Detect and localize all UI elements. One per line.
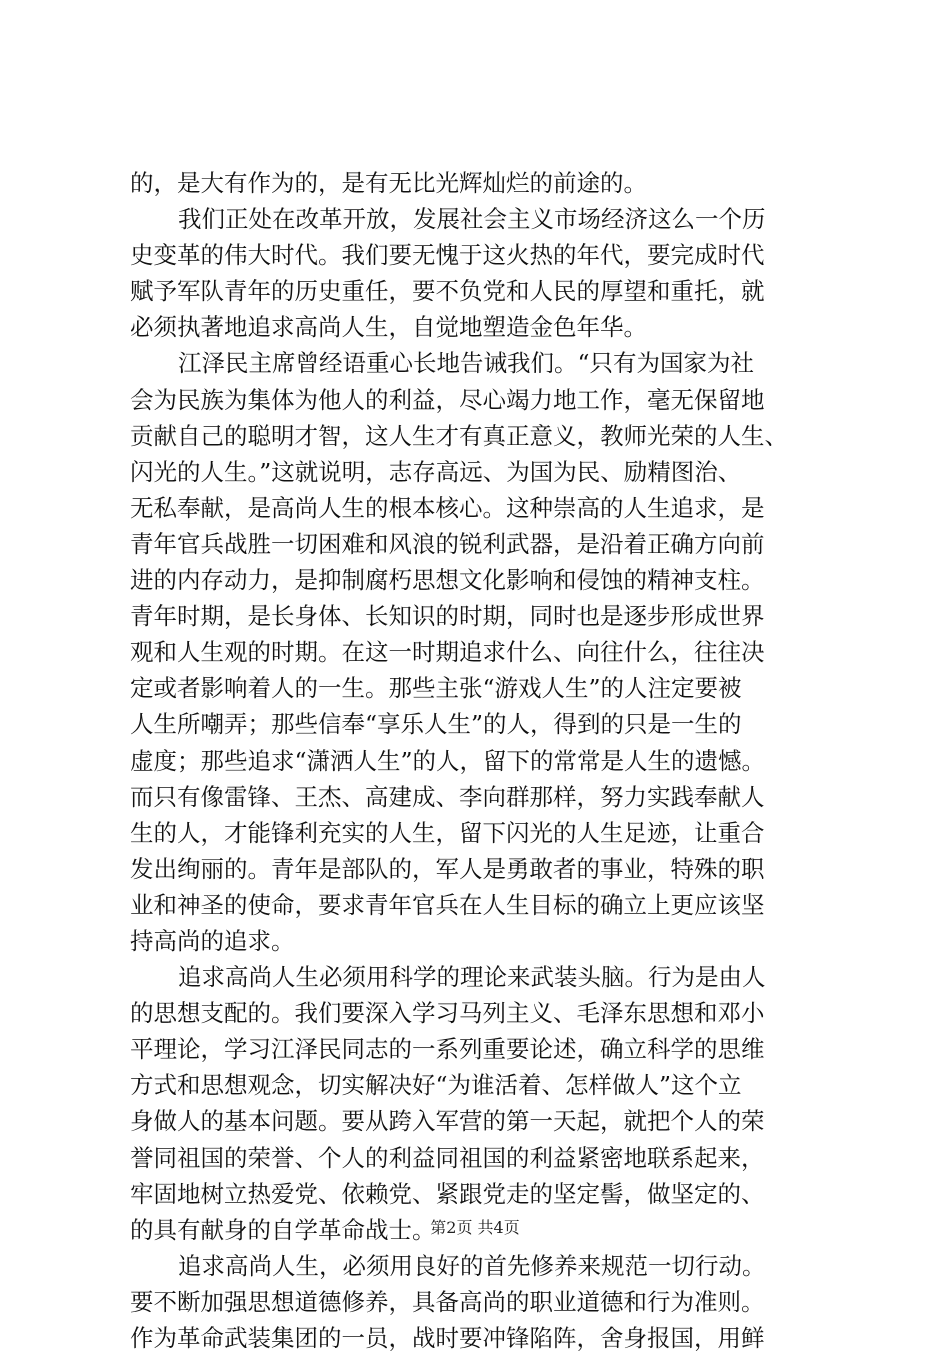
text-line: 青年时期，是长身体、长知识的时期，同时也是逐步形成世界 xyxy=(130,602,765,631)
text-line: 虚度；那些追求“潇洒人生”的人，留下的常常是人生的遗憾。 xyxy=(130,746,766,775)
text-line: 进的内存动力，是抑制腐朽思想文化影响和侵蚀的精神支柱。 xyxy=(130,566,765,595)
text-line: 作为革命武装集团的一员，战时要冲锋陷阵，舍身报国，用鲜 xyxy=(130,1324,765,1352)
text-line: 平理论，学习江泽民同志的一系列重要论述，确立科学的思维 xyxy=(130,1035,765,1064)
page-number-label: 第2页 共4页 xyxy=(430,1218,520,1237)
text-line: 发出绚丽的。青年是部队的，军人是勇敢者的事业，特殊的职 xyxy=(130,854,765,883)
text-line: 牢固地树立热爱党、依赖党、紧跟党走的坚定髻，做坚定的、 xyxy=(130,1179,765,1208)
text-line: 青年官兵战胜一切困难和风浪的锐利武器，是沿着正确方向前 xyxy=(130,529,765,558)
text-line: 生的人，才能锋利充实的人生，留下闪光的人生足迹，让重合 xyxy=(130,818,765,847)
paragraph-start-line: 追求高尚人生，必须用良好的首先修养来规范一切行动。 xyxy=(178,1251,766,1280)
text-line: 的思想支配的。我们要深入学习马列主义、毛泽东思想和邓小 xyxy=(130,999,765,1028)
paragraph-start-line: 我们正处在改革开放，发展社会主义市场经济这么一个历 xyxy=(178,205,766,234)
body-text xyxy=(130,165,850,1356)
text-line: 的具有献身的自学革命战士。 xyxy=(130,1215,436,1244)
text-line: 必须执著地追求高尚人生，自觉地塑造金色年华。 xyxy=(130,313,647,342)
text-line: 持高尚的追求。 xyxy=(130,926,295,955)
text-line: 闪光的人生。”这就说明，志存高远、为国为民、励精图治、 xyxy=(130,457,742,486)
text-line: 要不断加强思想道德修养，具备高尚的职业道德和行为准则。 xyxy=(130,1287,765,1316)
text-line: 而只有像雷锋、王杰、高建成、李向群那样，努力实践奉献人 xyxy=(130,782,765,811)
text-line: 定或者影响着人的一生。那些主张“游戏人生”的人注定要被 xyxy=(130,674,742,703)
text-line: 业和神圣的使命，要求青年官兵在人生目标的确立上更应该坚 xyxy=(130,890,765,919)
text-line: 身做人的基本问题。要从跨入军营的第一天起，就把个人的荣 xyxy=(130,1107,765,1136)
text-line: 赋予军队青年的历史重任，要不负党和人民的厚望和重托，就 xyxy=(130,277,765,306)
paragraph-start-line: 追求高尚人生必须用科学的理论来武装头脑。行为是由人 xyxy=(178,963,766,992)
text-line: 会为民族为集体为他人的利益，尽心竭力地工作，毫无保留地 xyxy=(130,385,765,414)
text-line: 贡献自己的聪明才智，这人生才有真正意义，教师光荣的人生、 xyxy=(130,421,788,450)
text-line: 方式和思想观念，切实解决好“为谁活着、怎样做人”这个立 xyxy=(130,1071,742,1100)
text-line: 的，是大有作为的，是有无比光辉灿烂的前途的。 xyxy=(130,169,647,197)
text-line: 观和人生观的时期。在这一时期追求什么、向往什么，往往决 xyxy=(130,638,765,667)
text-line: 誉同祖国的荣誉、个人的利益同祖国的利益紧密地联系起来， xyxy=(130,1143,765,1172)
text-line: 史变革的伟大时代。我们要无愧于这火热的年代，要完成时代 xyxy=(130,241,765,270)
text-line: 人生所嘲弄；那些信奉“享乐人生”的人，得到的只是一生的 xyxy=(130,710,742,739)
paragraph-start-line: 江泽民主席曾经语重心长地告诫我们。“只有为国家为社 xyxy=(178,349,755,378)
text-line: 无私奉献，是高尚人生的根本核心。这种崇高的人生追求，是 xyxy=(130,493,765,522)
page-footer xyxy=(0,1215,950,1238)
